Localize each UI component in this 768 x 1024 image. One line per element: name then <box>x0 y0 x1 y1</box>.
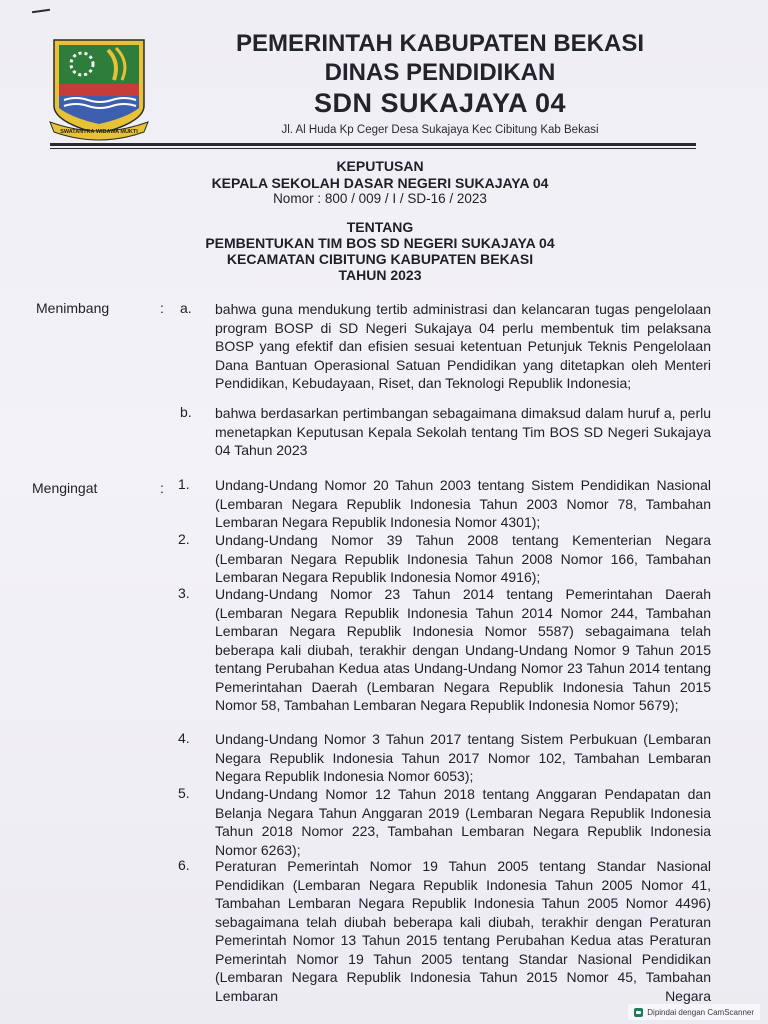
section-colon: : <box>160 300 164 316</box>
mengingat-item-6: Peraturan Pemerintah Nomor 19 Tahun 2005 tentang Standar Nasional Pendidikan (Lembaran Negara Republik Indonesia Tahun 2005 Nomor 41, Tambahan Lembaran Negara Republik Indonesia Tahun 2005 Nomor 4496) sebagaimana telah diubah beberapa kali diubah, terakhir dengan Peraturan Pemerintah Nomor 13 Tahun 2015 tentang Perubahan Kedua atas Peraturan Pemerintah Nomor 19 Tahun 2005 tentang Standar Nasional Pendidikan (Lembaran Negara Republik Indonesia Tahun 2015 Nomor 45, Tambahan Lembaran Negara <box>215 858 711 1004</box>
mengingat-item-3: Undang-Undang Nomor 23 Tahun 2014 tentang Pemerintahan Daerah (Lembaran Negara Republik Indonesia Tahun 2014 Nomor 244, Tambahan Lembaran Negara Republik Indonesia Nomor 5587) sebagaimana telah beberapa kali diubah, terakhir dengan Undang-Undang Nomor 9 Tahun 2015 tentang Perubahan Kedua atas Undang-Undang Nomor 23 Tahun 2014 tentang Pemerintahan Daerah (Lembaran Negara Republik Indonesia Tahun 2015 Nomor 58, Tambahan Lembaran Negara Republik Indonesia Nomor 5679); <box>215 586 711 713</box>
header-government: PEMERINTAH KABUPATEN BEKASI <box>235 30 644 57</box>
svg-text:SWATANTRA WIBAWA MUKTI: SWATANTRA WIBAWA MUKTI <box>60 129 138 135</box>
decree-about-line2: KECAMATAN CIBITUNG KABUPATEN BEKASI <box>226 251 534 267</box>
header-department: DINAS PENDIDIKAN <box>324 59 556 86</box>
section-label-mengingat: Mengingat <box>32 480 98 496</box>
decree-number: Nomor : 800 / 009 / I / SD-16 / 2023 <box>273 191 487 206</box>
list-marker: b. <box>180 404 192 420</box>
list-marker: 4. <box>178 730 190 746</box>
list-marker: 1. <box>178 476 190 492</box>
mengingat-item-4: Undang-Undang Nomor 3 Tahun 2017 tentang Sistem Perbukuan (Lembaran Negara Republik Indonesia Tahun 2017 Nomor 102, Tambahan Lembaran Negara Republik Indonesia Nomor 6053); <box>215 731 711 784</box>
list-marker: 5. <box>178 785 190 801</box>
list-marker: 2. <box>178 531 190 547</box>
scanner-text: Dipindai dengan CamScanner <box>647 1007 754 1017</box>
decree-title: KEPUTUSAN <box>336 158 424 174</box>
header-address: Jl. Al Huda Kp Ceger Desa Sukajaya Kec Cibitung Kab Bekasi <box>281 124 599 136</box>
decree-about-label: TENTANG <box>346 219 414 235</box>
decree-issuer: KEPALA SEKOLAH DASAR NEGERI SUKAJAYA 04 <box>211 175 549 191</box>
section-label-menimbang: Menimbang <box>36 300 110 316</box>
camscanner-icon <box>634 1008 643 1017</box>
pen-mark <box>32 9 50 13</box>
bekasi-emblem-icon <box>46 36 152 142</box>
header-divider <box>50 143 696 146</box>
decree-about-line3: TAHUN 2023 <box>338 267 422 283</box>
mengingat-item-1: Undang-Undang Nomor 20 Tahun 2003 tentang Sistem Pendidikan Nasional (Lembaran Negara Republik Indonesia Tahun 2003 Nomor 78, Tambahan Lembaran Negara Republik Indonesia Nomor 4301); <box>215 477 711 530</box>
list-marker: 3. <box>178 585 190 601</box>
mengingat-item-2: Undang-Undang Nomor 39 Tahun 2008 tentang Kementerian Negara (Lembaran Negara Republik Indonesia Tahun 2008 Nomor 166, Tambahan Lembaran Negara Republik Indonesia Nomor 4916); <box>215 532 711 585</box>
section-colon: : <box>160 480 164 496</box>
decree-about-line1: PEMBENTUKAN TIM BOS SD NEGERI SUKAJAYA 04 <box>205 235 555 251</box>
menimbang-item-b: bahwa berdasarkan pertimbangan sebagaimana dimaksud dalam huruf a, perlu menetapkan Keputusan Kepala Sekolah tentang Tim BOS SD Negeri Sukajaya 04 Tahun 2023 <box>215 405 711 458</box>
list-marker: a. <box>180 300 192 316</box>
mengingat-item-5: Undang-Undang Nomor 12 Tahun 2018 tentang Anggaran Pendapatan dan Belanja Negara Tahun Anggaran 2019 (Lembaran Negara Republik Indonesia Tahun 2018 Nomor 223, Tambahan Lembaran Negara Republik Indonesia Nomor 6263); <box>215 786 711 858</box>
scanner-watermark <box>628 1004 760 1020</box>
header-school: SDN SUKAJAYA 04 <box>313 88 567 118</box>
header-divider-thin <box>50 148 696 149</box>
menimbang-item-a: bahwa guna mendukung tertib administrasi dan kelancaran tugas pengelolaan program BOSP di SD Negeri Sukajaya 04 perlu membentuk tim pelaksana BOSP yang efektif dan efisien sesuai ketentuan Petunjuk Teknis Pengelolaan Dana Bantuan Operasional Satuan Pendidikan yang ditetapkan oleh Menteri Pendidikan, Kebudayaan, Riset, dan Teknologi Republik Indonesia; <box>215 301 711 391</box>
list-marker: 6. <box>178 857 190 873</box>
